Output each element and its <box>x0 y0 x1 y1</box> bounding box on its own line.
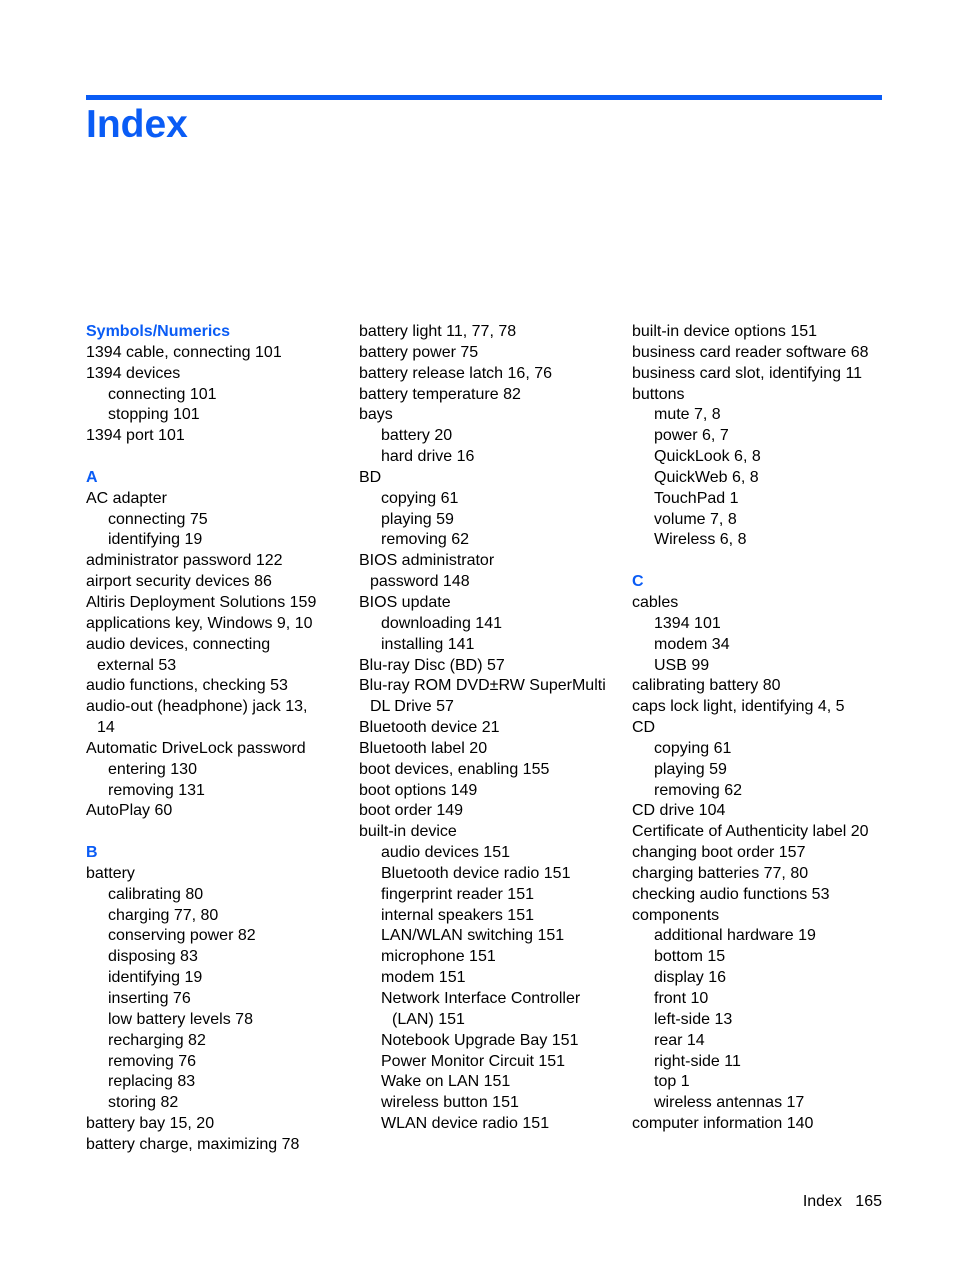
index-subentry: right-side 11 <box>654 1052 741 1070</box>
index-subentry: playing 59 <box>654 760 727 778</box>
index-subentry: Power Monitor Circuit 151 <box>381 1052 566 1070</box>
index-subentry: Notebook Upgrade Bay 151 <box>381 1031 579 1049</box>
index-subentry: LAN/WLAN switching 151 <box>381 927 565 945</box>
index-subentry: bottom 15 <box>654 948 726 966</box>
index-column-3 <box>632 322 894 1135</box>
index-subentry: identifying 19 <box>108 531 203 549</box>
index-subentry: Wireless 6, 8 <box>654 531 747 549</box>
index-subentry: storing 82 <box>108 1094 179 1112</box>
index-subentry: volume 7, 8 <box>654 510 737 528</box>
index-subentry: QuickWeb 6, 8 <box>654 468 759 486</box>
index-entry: battery charge, maximizing 78 <box>86 1135 300 1153</box>
index-entry: Blu-ray ROM DVD±RW SuperMulti <box>359 677 606 695</box>
index-column-2 <box>359 322 621 1135</box>
index-subentry: identifying 19 <box>108 969 203 987</box>
index-subentry: recharging 82 <box>108 1031 206 1049</box>
index-subentry: disposing 83 <box>108 948 198 966</box>
index-subentry: entering 130 <box>108 760 197 778</box>
index-entry: cables <box>632 593 679 611</box>
index-entry: applications key, Windows 9, 10 <box>86 614 313 632</box>
index-subentry: additional hardware 19 <box>654 927 816 945</box>
index-column-1 <box>86 322 348 1156</box>
index-subentry: copying 61 <box>381 489 459 507</box>
index-entry-continuation: password 148 <box>370 573 470 591</box>
page-footer: Index 165 <box>802 1193 882 1210</box>
index-entry: built-in device options 151 <box>632 323 818 340</box>
index-subentry: connecting 101 <box>108 385 217 403</box>
index-entry: computer information 140 <box>632 1115 814 1133</box>
index-entry: audio devices, connecting <box>86 635 271 653</box>
index-entry-continuation: external 53 <box>97 656 177 674</box>
index-entry: audio functions, checking 53 <box>86 677 288 695</box>
index-subentry: wireless button 151 <box>381 1094 519 1112</box>
index-entry: Bluetooth device 21 <box>359 719 500 737</box>
index-subentry: WLAN device radio 151 <box>381 1115 550 1133</box>
index-entry: charging batteries 77, 80 <box>632 864 809 882</box>
index-entry: battery bay 15, 20 <box>86 1115 215 1133</box>
index-entry: boot devices, enabling 155 <box>359 760 550 778</box>
index-entry: AC adapter <box>86 489 167 507</box>
index-subentry: fingerprint reader 151 <box>381 885 534 903</box>
index-subentry: mute 7, 8 <box>654 406 721 424</box>
index-entry: CD drive 104 <box>632 802 726 820</box>
index-entry: battery release latch 16, 76 <box>359 364 553 382</box>
index-entry: components <box>632 906 720 924</box>
index-entry: calibrating battery 80 <box>632 677 781 695</box>
index-entry: caps lock light, identifying 4, 5 <box>632 698 845 716</box>
index-subentry: USB 99 <box>654 656 710 674</box>
index-subentry: microphone 151 <box>381 948 496 966</box>
index-subentry: left-side 13 <box>654 1010 733 1028</box>
index-entry: Certificate of Authenticity label 20 <box>632 823 869 841</box>
index-entry: battery temperature 82 <box>359 385 521 403</box>
index-subentry: downloading 141 <box>381 614 502 632</box>
index-entry: administrator password 122 <box>86 552 283 570</box>
index-subentry: installing 141 <box>381 635 475 653</box>
index-spacer <box>632 551 894 572</box>
index-subentry: wireless antennas 17 <box>654 1094 805 1112</box>
index-subentry: Bluetooth device radio 151 <box>381 864 571 882</box>
index-subentry: top 1 <box>654 1073 690 1091</box>
index-entry: airport security devices 86 <box>86 573 272 591</box>
index-entry: business card reader software 68 <box>632 343 869 361</box>
index-entry: battery power 75 <box>359 343 479 361</box>
index-subentry: modem 151 <box>381 969 466 987</box>
index-subentry: stopping 101 <box>108 406 200 424</box>
index-subentry: TouchPad 1 <box>654 489 739 507</box>
index-subentry: QuickLook 6, 8 <box>654 448 761 466</box>
index-entry: changing boot order 157 <box>632 844 806 862</box>
index-subentry: removing 76 <box>108 1052 197 1070</box>
index-subentry: 1394 101 <box>654 614 721 632</box>
index-subentry: charging 77, 80 <box>108 906 219 924</box>
index-entry: Blu-ray Disc (BD) 57 <box>359 656 505 674</box>
index-subentry: removing 131 <box>108 781 205 799</box>
index-subentry: low battery levels 78 <box>108 1010 253 1028</box>
index-entry: battery <box>86 864 135 882</box>
title-rule <box>86 95 882 100</box>
index-entry: BD <box>359 468 382 486</box>
index-subentry: playing 59 <box>381 510 454 528</box>
index-entry: boot order 149 <box>359 802 464 820</box>
index-entry: AutoPlay 60 <box>86 802 173 820</box>
index-entry: buttons <box>632 385 685 403</box>
index-entry: bays <box>359 406 393 424</box>
index-subentry: front 10 <box>654 990 709 1007</box>
index-entry: battery light 11, 77, 78 <box>359 323 517 340</box>
index-entry: checking audio functions 53 <box>632 885 830 903</box>
index-section-heading: C <box>632 573 644 591</box>
index-entry: Bluetooth label 20 <box>359 739 488 757</box>
index-subentry-continuation: (LAN) 151 <box>392 1010 465 1028</box>
index-subentry: hard drive 16 <box>381 448 475 466</box>
index-entry: business card slot, identifying 11 <box>632 364 863 382</box>
index-subentry: internal speakers 151 <box>381 906 534 924</box>
index-subentry: display 16 <box>654 969 727 987</box>
index-section-heading: Symbols/Numerics <box>86 323 231 340</box>
index-entry: Automatic DriveLock password <box>86 739 306 757</box>
index-subentry: modem 34 <box>654 635 730 653</box>
index-subentry: audio devices 151 <box>381 844 510 862</box>
index-entry-continuation: DL Drive 57 <box>370 698 454 716</box>
index-subentry: copying 61 <box>654 739 732 757</box>
index-subentry: removing 62 <box>381 531 470 549</box>
index-subentry: removing 62 <box>654 781 743 799</box>
index-subentry: replacing 83 <box>108 1073 196 1091</box>
index-entry: 1394 cable, connecting 101 <box>86 343 282 361</box>
index-subentry: battery 20 <box>381 427 453 445</box>
index-subentry: power 6, 7 <box>654 427 729 445</box>
index-entry: CD <box>632 719 656 737</box>
index-entry: Altiris Deployment Solutions 159 <box>86 593 317 611</box>
index-entry: 1394 port 101 <box>86 427 185 445</box>
index-spacer <box>86 822 348 843</box>
index-subentry: connecting 75 <box>108 510 208 528</box>
index-entry: 1394 devices <box>86 364 181 382</box>
index-subentry: conserving power 82 <box>108 927 256 945</box>
index-spacer <box>86 447 348 468</box>
index-entry: boot options 149 <box>359 781 478 799</box>
index-subentry: Network Interface Controller <box>381 990 581 1007</box>
index-subentry: inserting 76 <box>108 990 191 1007</box>
index-entry: audio-out (headphone) jack 13, <box>86 698 308 716</box>
index-entry: BIOS administrator <box>359 552 495 570</box>
index-subentry: calibrating 80 <box>108 885 204 903</box>
index-entry: built-in device <box>359 823 457 841</box>
index-entry-continuation: 14 <box>97 719 115 737</box>
index-subentry: rear 14 <box>654 1031 705 1049</box>
page-title: Index <box>86 103 188 146</box>
index-section-heading: B <box>86 844 98 862</box>
index-entry: BIOS update <box>359 593 451 611</box>
index-section-heading: A <box>86 468 98 486</box>
index-subentry: Wake on LAN 151 <box>381 1073 511 1091</box>
